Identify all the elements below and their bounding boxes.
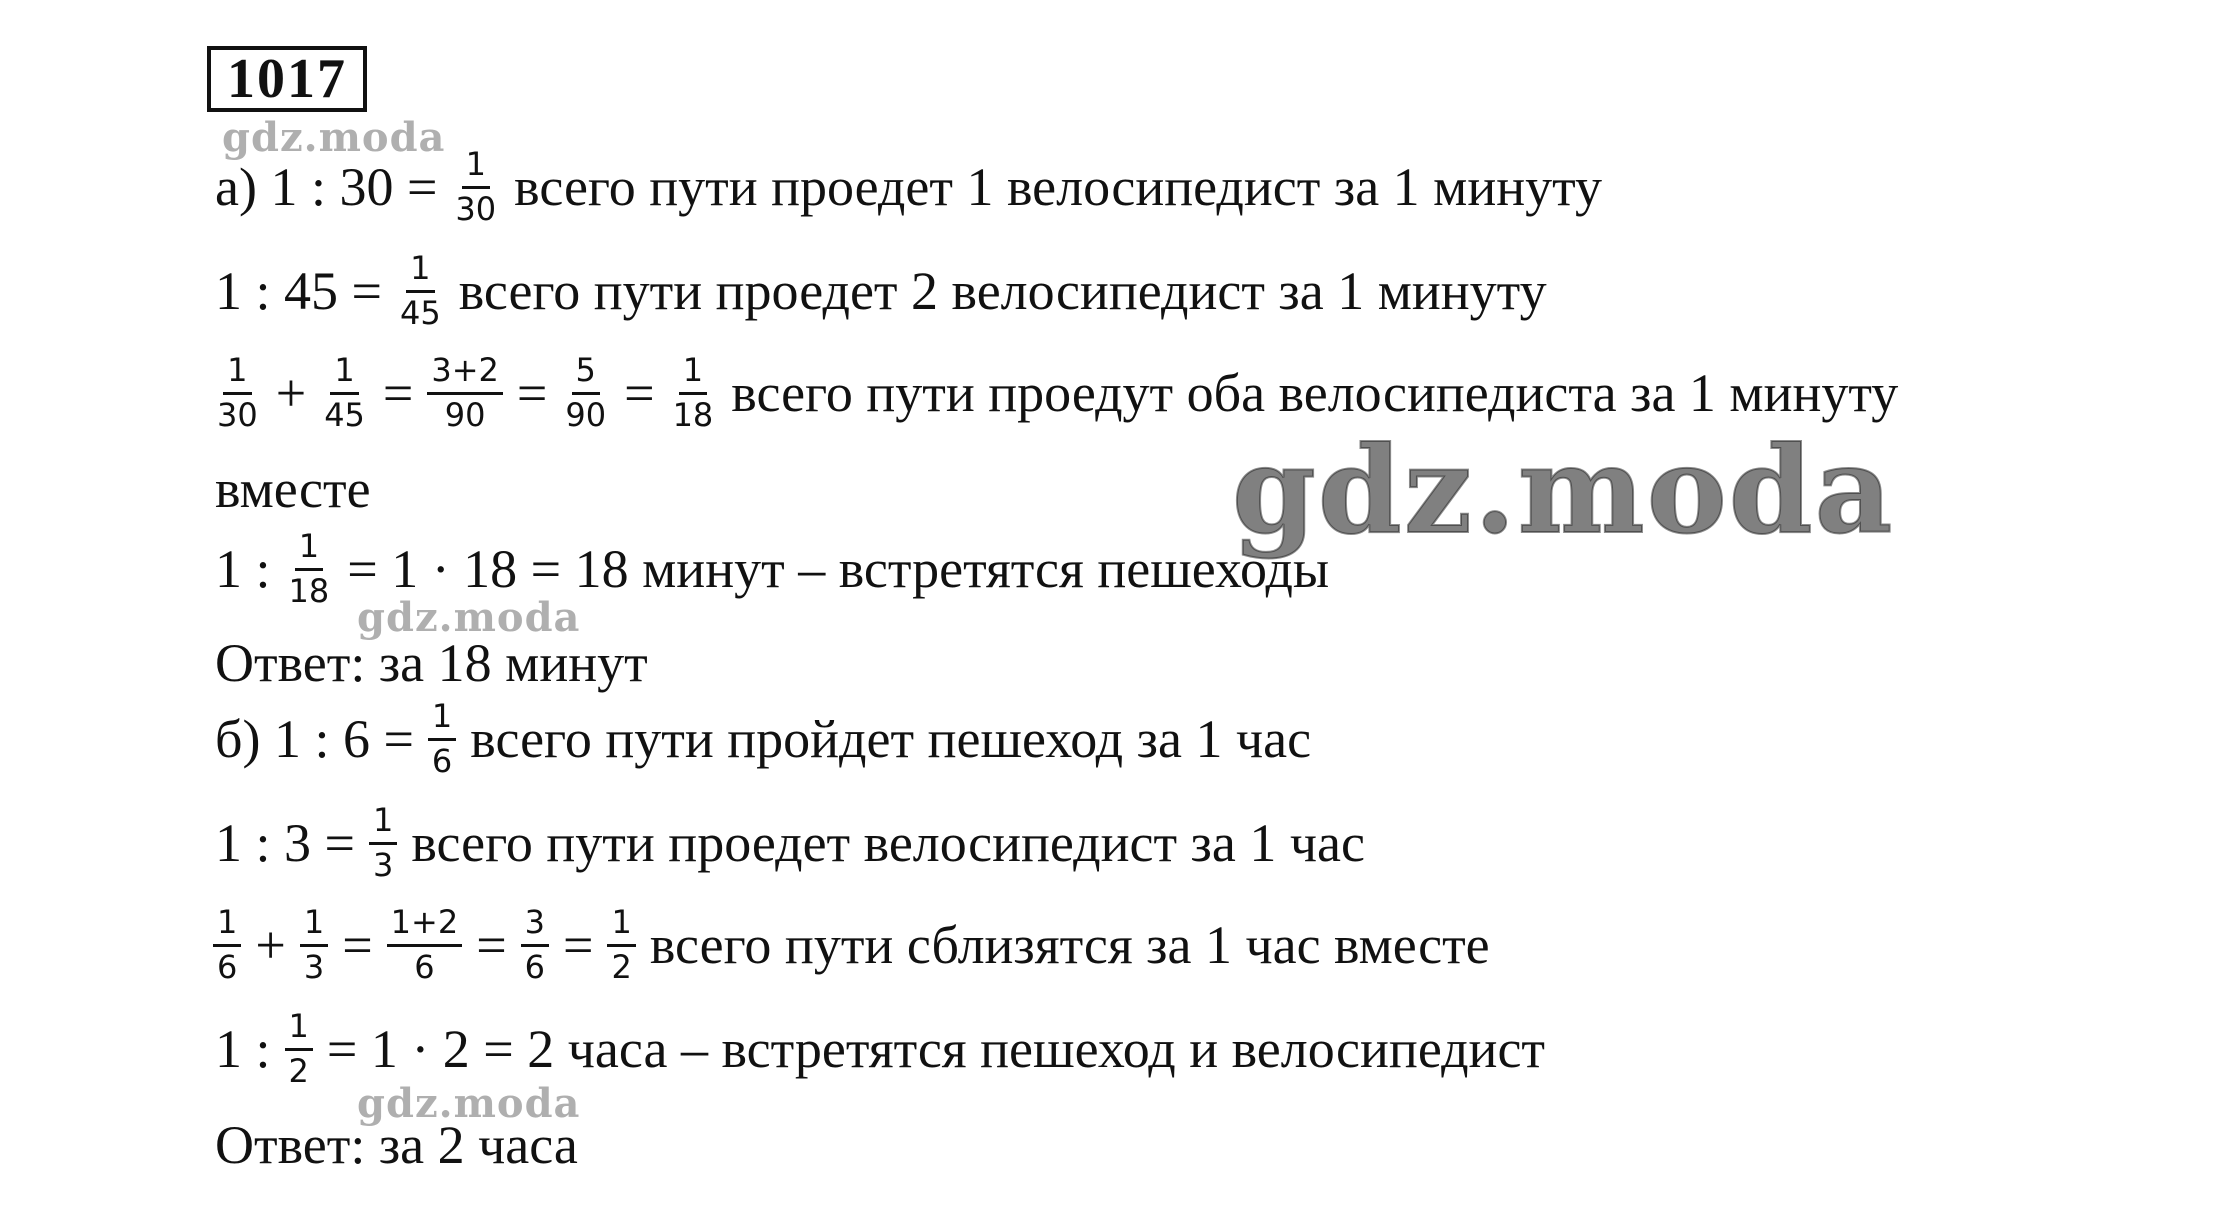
denominator: 3 <box>372 845 394 884</box>
explanation-text: вместе <box>215 459 371 519</box>
fraction: $\frac{1}{18}$ <box>672 351 714 434</box>
expression-prefix: 1 : <box>215 1019 271 1080</box>
fraction: $\frac{5}{90}$ <box>565 351 607 434</box>
explanation-text: всего пути проедут оба велосипедиста за 1 минуту <box>731 363 1899 424</box>
fraction <box>285 1007 313 1090</box>
fraction <box>369 801 397 884</box>
part-a-line-1 <box>207 145 1610 228</box>
explanation-text: всего пути проедет 1 велосипедист за 1 минуту <box>514 157 1603 218</box>
expression-prefix: 1 : 45 = <box>215 261 382 322</box>
equals-sign: = <box>476 915 507 976</box>
equals-sign: = <box>516 363 548 424</box>
fraction: $\frac{1}{6}$ <box>213 906 241 984</box>
explanation-text: всего пути сблизятся за 1 час вместе <box>649 915 1490 976</box>
part-b-line-1 <box>207 697 1319 780</box>
plus-sign: + <box>275 363 307 424</box>
explanation-text: всего пути проедет велосипедист за 1 час <box>411 813 1365 874</box>
watermark-large: gdz.moda <box>1232 420 1895 561</box>
explanation-text: = 1 · 18 = 18 минут – встретятся пешеходы <box>347 539 1330 600</box>
watermark-top: gdz.moda <box>222 114 446 161</box>
part-b-line-4 <box>207 1007 1553 1090</box>
expression-prefix: 1 : 3 = <box>215 813 355 874</box>
fraction <box>428 697 456 780</box>
denominator: 6 <box>431 741 453 780</box>
explanation-text: = 1 · 2 = 2 часа – встретятся пешеход и велосипедист <box>326 1019 1546 1080</box>
fraction: $\frac{1}{30}$ <box>217 351 258 434</box>
part-b-line-3 <box>207 903 1498 986</box>
equals-sign: = <box>342 915 373 976</box>
fraction <box>396 249 445 332</box>
problem-number: 1017 <box>207 46 367 112</box>
watermark-middle: gdz.moda <box>357 594 581 641</box>
numerator: 1 <box>428 700 456 741</box>
numerator: 1 <box>295 530 323 571</box>
numerator: 1 <box>369 804 397 845</box>
fraction: $\frac{3+2}{90}$ <box>427 354 503 432</box>
fraction: $\frac{1}{3}$ <box>300 906 328 984</box>
denominator: 30 <box>455 189 497 228</box>
answer-text: Ответ: за 18 минут <box>215 633 648 693</box>
equals-sign: = <box>563 915 594 976</box>
expression-prefix: б) 1 : 6 = <box>215 709 414 770</box>
fraction <box>451 145 500 228</box>
part-a-answer <box>207 633 656 693</box>
part-b-line-2 <box>207 801 1373 884</box>
denominator: 18 <box>288 571 330 610</box>
fraction: $\frac{3}{6}$ <box>521 906 549 984</box>
part-a-line-3 <box>207 351 1906 434</box>
fraction <box>285 527 334 610</box>
answer-text: Ответ: за 2 часа <box>215 1115 578 1175</box>
part-a-line-3-continued <box>207 459 379 519</box>
plus-sign: + <box>255 915 286 976</box>
numerator: 1 <box>285 1010 313 1051</box>
fraction: $\frac{1}{45}$ <box>324 351 365 434</box>
denominator: 2 <box>288 1051 309 1090</box>
explanation-text: всего пути проедет 2 велосипедист за 1 минуту <box>458 261 1547 322</box>
denominator: 45 <box>399 293 441 332</box>
expression-prefix: 1 : <box>215 539 271 600</box>
numerator: 1 <box>406 252 434 293</box>
explanation-text: всего пути пройдет пешеход за 1 час <box>470 709 1312 770</box>
equals-sign: = <box>624 363 655 424</box>
watermark-bottom: gdz.moda <box>357 1080 581 1127</box>
part-a-line-2 <box>207 249 1555 332</box>
expression-prefix: а) 1 : 30 = <box>215 157 438 218</box>
part-a-line-4 <box>207 527 1337 610</box>
fraction: $\frac{1+2}{6}$ <box>387 906 463 984</box>
numerator: 1 <box>462 148 490 189</box>
part-b-answer <box>207 1115 586 1175</box>
equals-sign: = <box>382 363 414 424</box>
fraction: $\frac{1}{2}$ <box>607 906 635 984</box>
